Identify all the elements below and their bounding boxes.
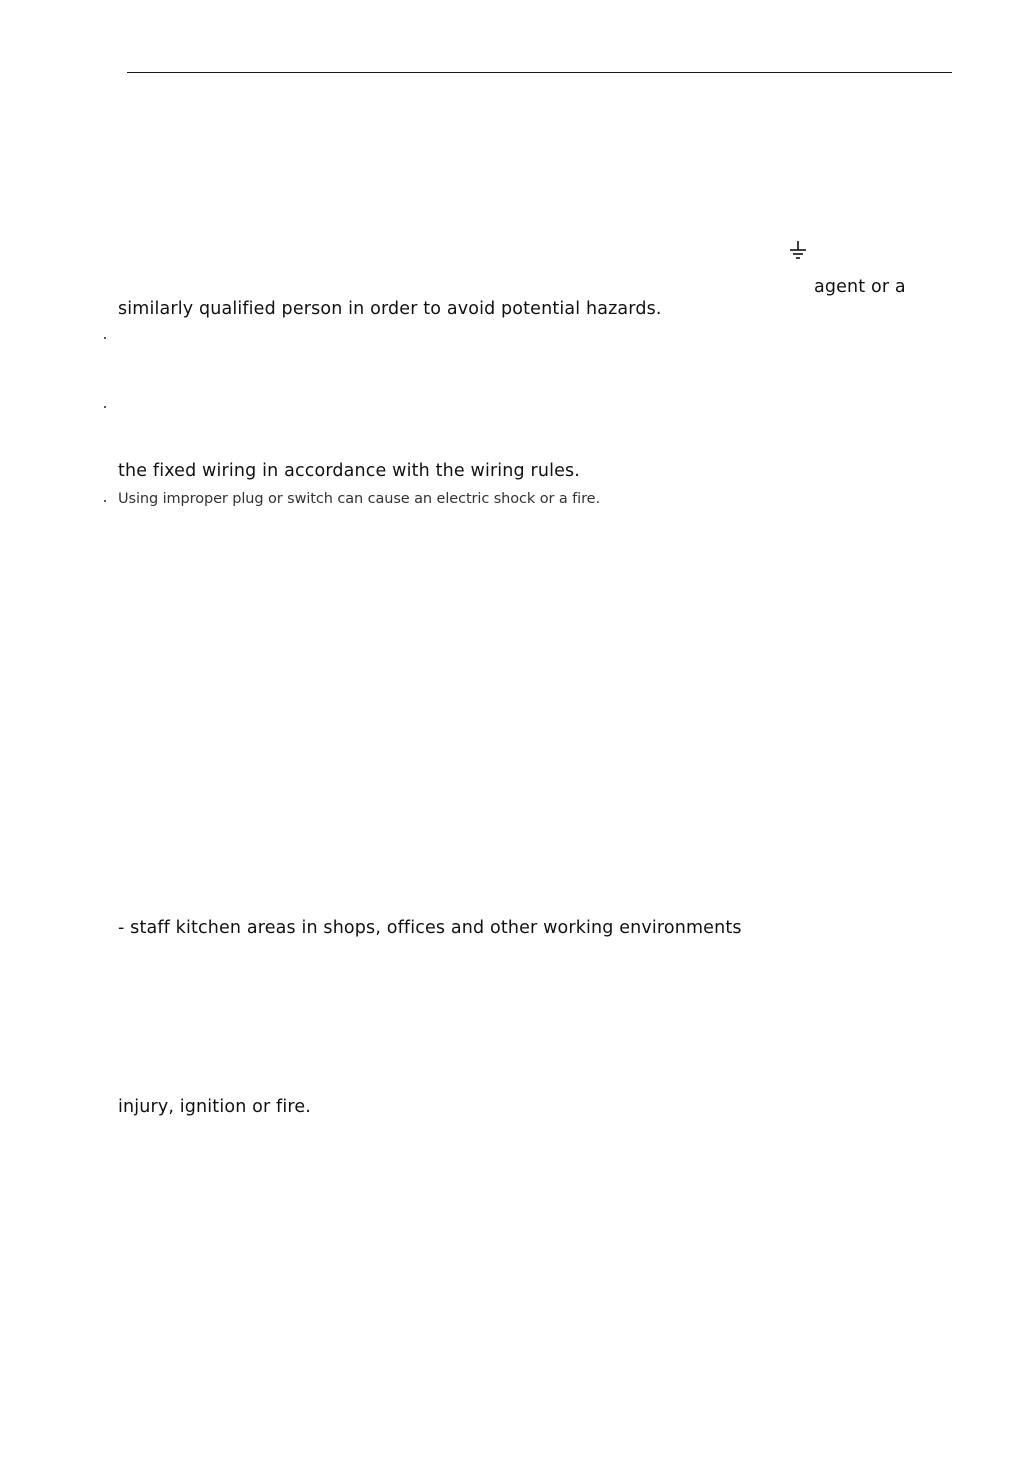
text-injury-ignition: injury, ignition or fire. bbox=[118, 1097, 311, 1117]
earth-ground-symbol-icon bbox=[788, 240, 808, 262]
bullet-marker bbox=[104, 500, 106, 502]
bullet-marker bbox=[104, 406, 106, 408]
text-agent-or-a: agent or a bbox=[814, 277, 906, 297]
header-divider bbox=[127, 72, 952, 73]
bullet-marker bbox=[104, 337, 106, 339]
text-similarly-qualified: similarly qualified person in order to avoid potential hazards. bbox=[118, 299, 662, 319]
text-improper-plug: Using improper plug or switch can cause an electric shock or a fire. bbox=[118, 491, 600, 507]
text-fixed-wiring: the fixed wiring in accordance with the wiring rules. bbox=[118, 461, 581, 481]
text-staff-kitchen: - staff kitchen areas in shops, offices and other working environments bbox=[118, 918, 742, 938]
